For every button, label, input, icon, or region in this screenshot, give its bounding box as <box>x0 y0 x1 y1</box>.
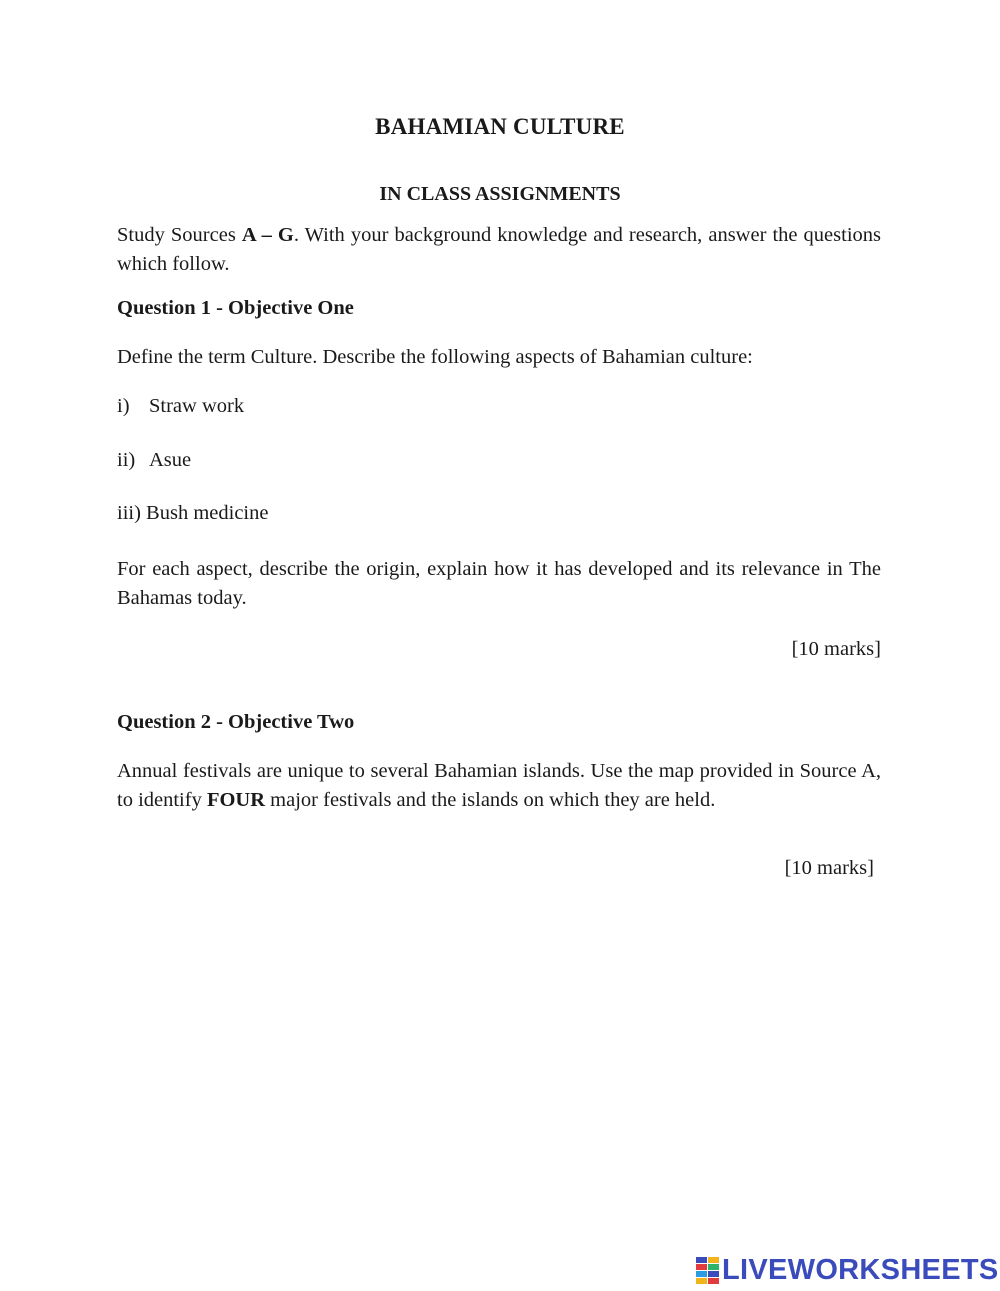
question2-prompt-post: major festivals and the islands on which they are held. <box>265 789 716 811</box>
question2-prompt-bold: FOUR <box>206 789 266 811</box>
intro-paragraph <box>117 221 881 279</box>
question1-heading: Question 1 - Objective One <box>117 297 354 319</box>
intro-text-pre: Study Sources <box>117 224 242 246</box>
question2-marks: [10 marks] <box>784 857 874 879</box>
list-item-number: i) <box>117 395 130 417</box>
question1-prompt: Define the term Culture. Describe the following aspects of Bahamian culture: <box>117 346 753 368</box>
document-title: BAHAMIAN CULTURE <box>375 114 625 139</box>
list-item <box>117 395 244 418</box>
list-item-number: iii) <box>117 502 141 524</box>
list-item-text: Straw work <box>149 395 245 417</box>
list-item <box>117 502 268 525</box>
liveworksheets-logo-icon <box>696 1257 720 1284</box>
question2-prompt <box>117 757 881 815</box>
question2-prompt-pre: Annual festivals are unique to several Bahamian islands. Use the map provided in Source A, to identify <box>117 760 881 811</box>
liveworksheets-logo[interactable] <box>696 1253 999 1287</box>
question1-marks: [10 marks] <box>791 638 881 660</box>
list-item-text: Asue <box>149 449 192 471</box>
intro-text-bold: A – G <box>241 224 294 246</box>
document-subtitle: IN CLASS ASSIGNMENTS <box>379 183 621 205</box>
question1-instruction: For each aspect, describe the origin, explain how it has developed and its relevance in The Bahamas today. <box>117 558 881 609</box>
list-item-number: ii) <box>117 449 136 471</box>
liveworksheets-logo-text: LIVEWORKSHEETS <box>722 1253 999 1286</box>
question2-heading: Question 2 - Objective Two <box>117 711 355 733</box>
intro-text-post: . With your background knowledge and research, answer the questions which follow. <box>117 224 881 275</box>
list-item-text: Bush medicine <box>146 502 269 524</box>
list-item <box>117 449 191 472</box>
